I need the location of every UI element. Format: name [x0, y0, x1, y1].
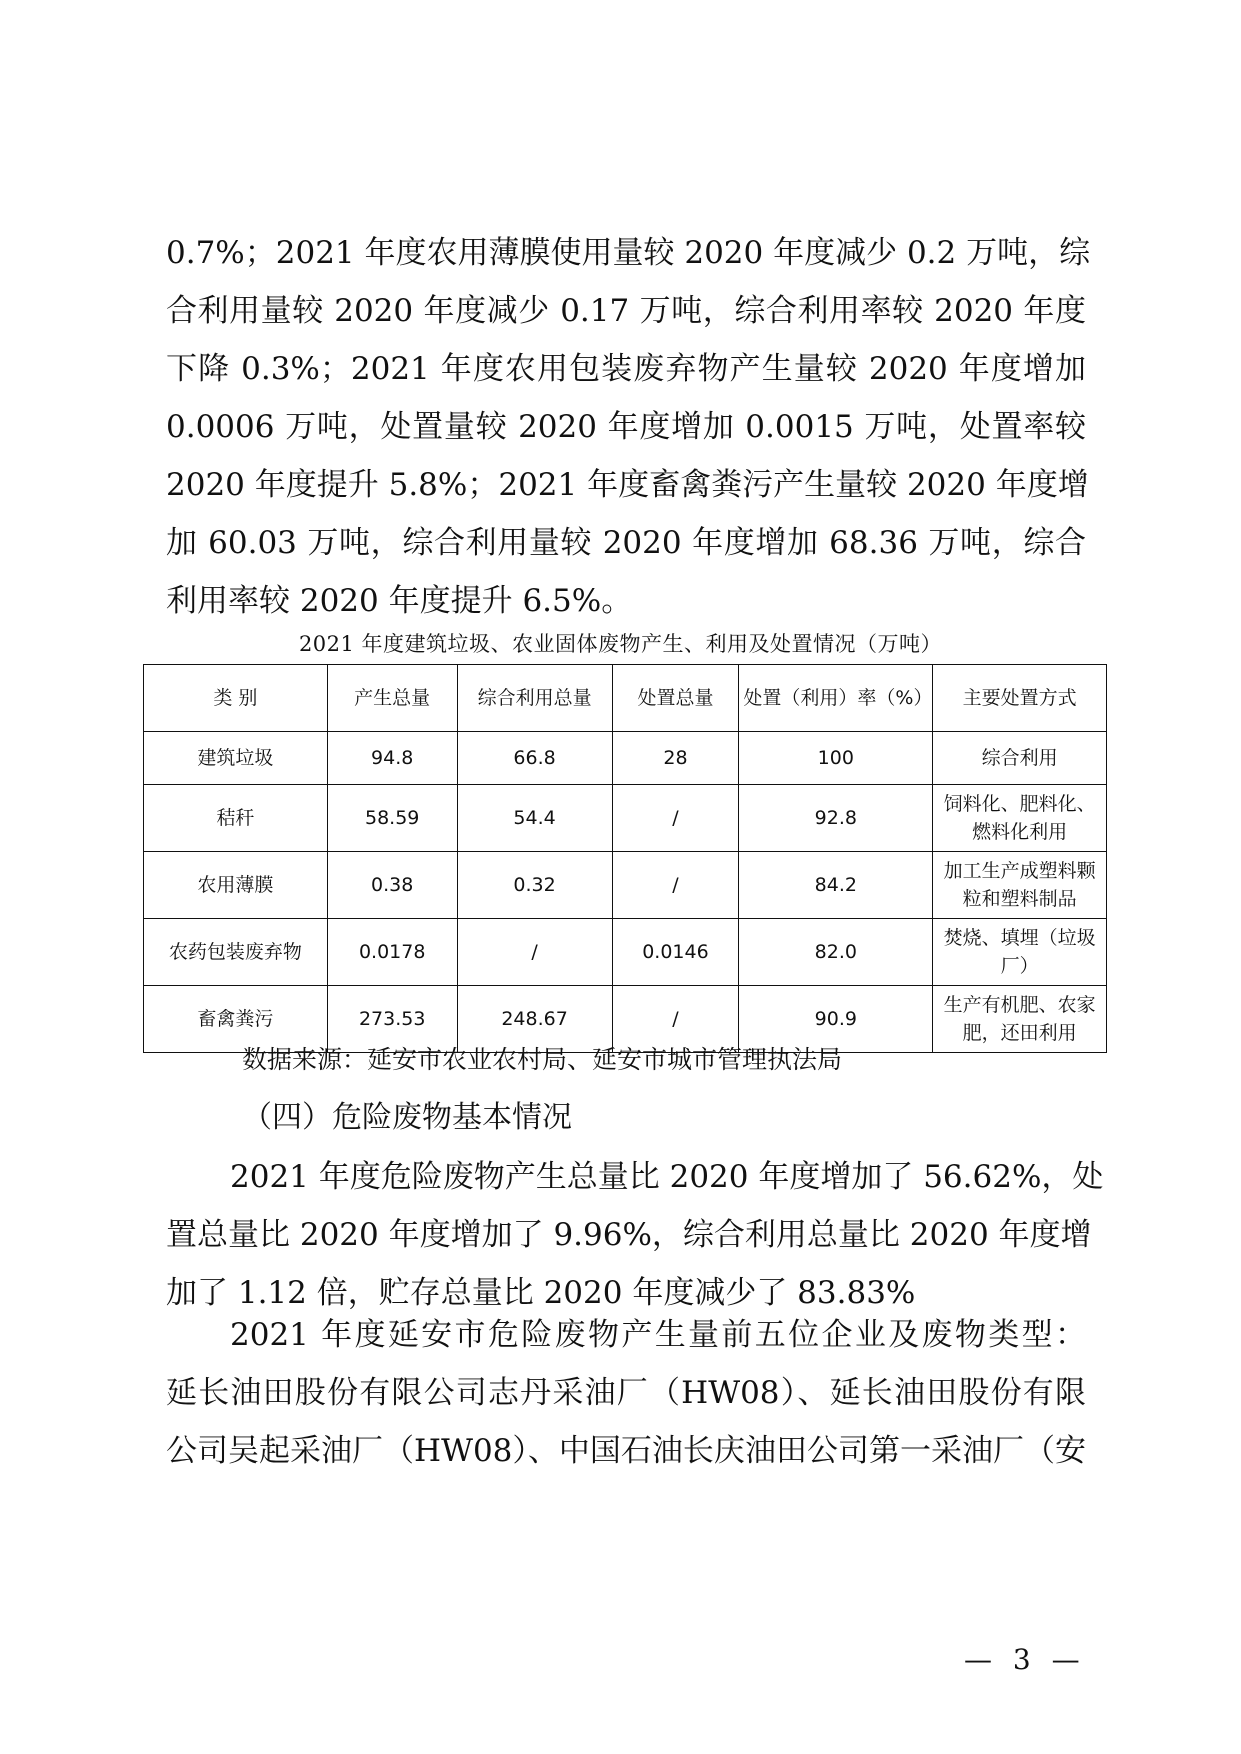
cell-category: 秸秆: [144, 785, 328, 852]
paragraph-line: 2021 年度危险废物产生总量比 2020 年度增加了 56.62%，处: [230, 1159, 1104, 1195]
table-row: [144, 852, 1107, 919]
cell-method: 饲料化、肥料化、燃料化利用: [933, 785, 1107, 852]
cell-category: 农用薄膜: [144, 852, 328, 919]
cell-method: 焚烧、填埋（垃圾厂）: [933, 919, 1107, 986]
cell-generated: 0.0178: [327, 919, 457, 986]
cell-utilized: 54.4: [457, 785, 612, 852]
table-caption: 2021 年度建筑垃圾、农业固体废物产生、利用及处置情况（万吨）: [298, 632, 943, 656]
cell-rate: 90.9: [739, 986, 933, 1053]
cell-utilized: 248.67: [457, 986, 612, 1053]
header-utilized: 综合利用总量: [457, 665, 612, 732]
cell-method: 生产有机肥、农家肥，还田利用: [933, 986, 1107, 1053]
paragraph-line: 合利用量较 2020 年度减少 0.17 万吨，综合利用率较 2020 年度: [166, 293, 1086, 329]
paragraph-line: 公司吴起采油厂（HW08）、中国石油长庆油田公司第一采油厂（安: [166, 1433, 1086, 1469]
cell-disposed: 28: [612, 732, 739, 785]
paragraph-line: 0.0006 万吨，处置量较 2020 年度增加 0.0015 万吨，处置率较: [166, 409, 1086, 445]
paragraph-line: 利用率较 2020 年度提升 6.5%。: [166, 583, 633, 619]
section-heading: （四）危险废物基本情况: [242, 1100, 572, 1135]
data-source-note: 数据来源：延安市农业农村局、延安市城市管理执法局: [242, 1045, 843, 1074]
table-row: [144, 785, 1107, 852]
cell-rate: 82.0: [739, 919, 933, 986]
paragraph-line: 下降 0.3%；2021 年度农用包装废弃物产生量较 2020 年度增加: [166, 351, 1086, 387]
header-method: 主要处置方式: [933, 665, 1107, 732]
header-disposed: 处置总量: [612, 665, 739, 732]
header-category: 类 别: [144, 665, 328, 732]
page-number: — 3 —: [964, 1643, 1086, 1676]
cell-category: 畜禽粪污: [144, 986, 328, 1053]
paragraph-line: 置总量比 2020 年度增加了 9.96%，综合利用总量比 2020 年度增: [166, 1217, 1092, 1253]
cell-rate: 92.8: [739, 785, 933, 852]
cell-method: 综合利用: [933, 732, 1107, 785]
cell-utilized: 0.32: [457, 852, 612, 919]
cell-generated: 58.59: [327, 785, 457, 852]
paragraph-line: 2020 年度提升 5.8%；2021 年度畜禽粪污产生量较 2020 年度增: [166, 467, 1089, 503]
paragraph-line: 加 60.03 万吨，综合利用量较 2020 年度增加 68.36 万吨，综合: [166, 525, 1086, 561]
cell-generated: 94.8: [327, 732, 457, 785]
header-rate: 处置（利用）率（%）: [739, 665, 933, 732]
table-header-row: [144, 665, 1107, 732]
body-paragraph: [166, 224, 1091, 630]
hazardous-paragraph-1: [166, 1148, 1104, 1322]
header-generated: 产生总量: [327, 665, 457, 732]
hazardous-paragraph-2: [166, 1306, 1086, 1480]
cell-disposed: /: [612, 785, 739, 852]
cell-generated: 0.38: [327, 852, 457, 919]
paragraph-line: 延长油田股份有限公司志丹采油厂（HW08）、延长油田股份有限: [166, 1375, 1086, 1411]
cell-utilized: /: [457, 919, 612, 986]
paragraph-line: 0.7%；2021 年度农用薄膜使用量较 2020 年度减少 0.2 万吨，综: [166, 235, 1091, 271]
cell-disposed: 0.0146: [612, 919, 739, 986]
cell-generated: 273.53: [327, 986, 457, 1053]
paragraph-line: 加了 1.12 倍，贮存总量比 2020 年度减少了 83.83%: [166, 1275, 916, 1311]
table-row: [144, 919, 1107, 986]
paragraph-line: 2021 年度延安市危险废物产生量前五位企业及废物类型：: [230, 1317, 1086, 1353]
cell-rate: 100: [739, 732, 933, 785]
cell-method: 加工生产成塑料颗粒和塑料制品: [933, 852, 1107, 919]
cell-rate: 84.2: [739, 852, 933, 919]
cell-disposed: /: [612, 852, 739, 919]
table-row: [144, 732, 1107, 785]
cell-utilized: 66.8: [457, 732, 612, 785]
cell-category: 建筑垃圾: [144, 732, 328, 785]
waste-table: [143, 664, 1107, 1053]
cell-category: 农药包装废弃物: [144, 919, 328, 986]
cell-disposed: /: [612, 986, 739, 1053]
